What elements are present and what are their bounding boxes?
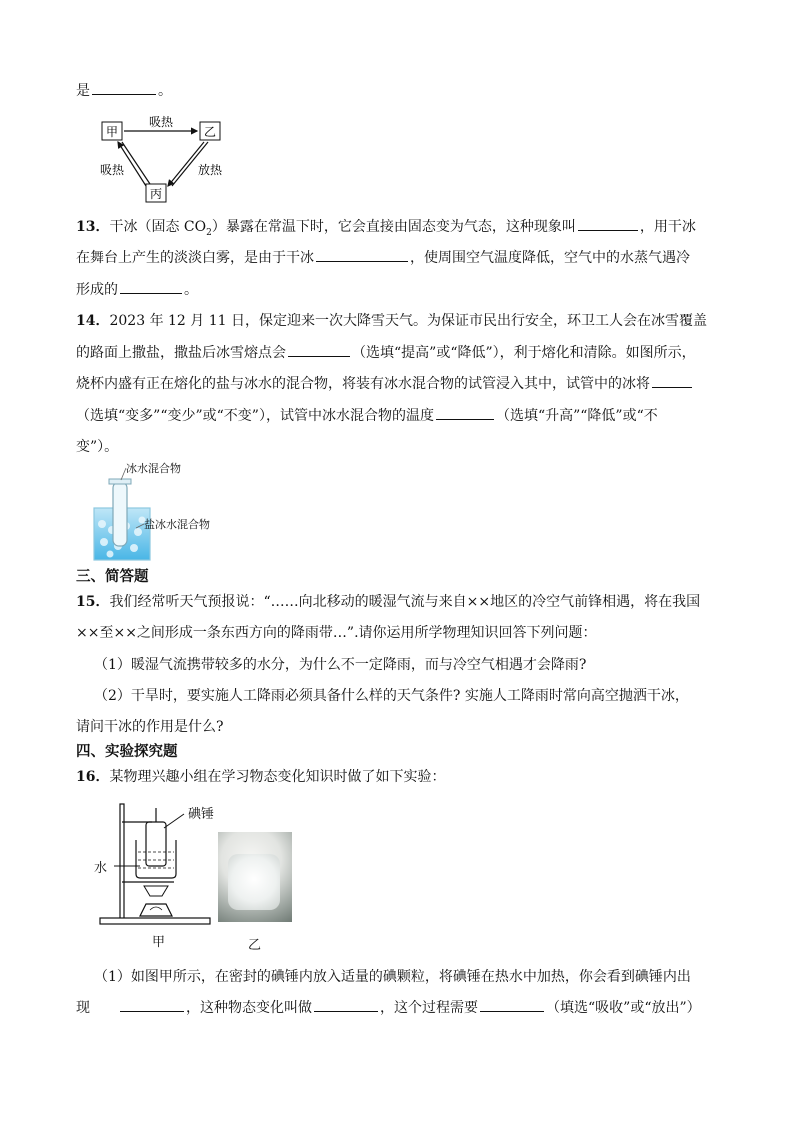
q14-text: （选填“升高”“降低”或“不 [495, 408, 658, 424]
answer-blank[interactable] [314, 997, 378, 1012]
q16-text: 某物理兴趣小组在学习物态变化知识时做了如下实验： [109, 769, 446, 785]
iodine-label: 碘锤 [188, 806, 215, 821]
q12-tail-line [76, 80, 172, 102]
node-c-label: 丙 [149, 187, 163, 201]
tube-label: 冰水混合物 [126, 462, 181, 475]
answer-blank[interactable] [480, 997, 544, 1012]
q14-text: 2023 年 12 月 11 日，保定迎来一次大降雪天气。为保证市民出行安全，环卫工人会在冰雪覆盖 [109, 313, 707, 329]
q13-text: ，用干冰 [639, 219, 696, 235]
state-cycle-diagram [98, 114, 228, 209]
iodine-hammer [146, 822, 166, 866]
test-tube-rim [109, 479, 131, 484]
section-3-title: 三、简答题 [76, 569, 149, 585]
q16-number: 16． [76, 769, 110, 785]
q15-line-2 [76, 622, 597, 644]
q15-text: ××至××之间形成一条东西方向的降雨带…”.请你运用所学物理知识回答下列问题： [76, 625, 597, 641]
photo-flask [228, 854, 280, 910]
gauze [144, 886, 168, 896]
q13-text: 形成的 [76, 282, 118, 298]
answer-blank[interactable] [436, 405, 494, 420]
q13-text: ，使周围空气温度降低，空气中的水蒸气遇冷 [410, 250, 690, 266]
q14-text: 烧杯内盛有正在熔化的盐与冰水的混合物，将装有冰水混合物的试管浸入其中，试管中的冰将 [76, 376, 650, 392]
left-arrow-label: 吸热 [99, 163, 125, 177]
q16-line-1 [76, 766, 445, 788]
q14-line-4 [76, 405, 658, 427]
q12-prefix: 是 [76, 83, 90, 99]
answer-blank[interactable] [288, 342, 350, 357]
q13-text: ）暴露在常温下时，它会直接由固态变为气态，这种现象叫 [211, 219, 576, 235]
q15-part-2: （2）干旱时，要实施人工降雨必须具备什么样的天气条件? 实施人工降雨时常向高空抛洒干冰， [94, 688, 689, 704]
q16-text: （填选“吸收”或“放出”） [546, 1000, 701, 1016]
iodine-apparatus-figure [92, 800, 222, 950]
q16-text: 现 [76, 1000, 90, 1016]
top-arrow-label: 吸热 [148, 115, 174, 129]
q16-text: ，这种物态变化叫做 [186, 1000, 312, 1016]
q13-line-1 [76, 216, 696, 244]
alcohol-lamp [140, 904, 172, 916]
figure-caption-b: 乙 [248, 938, 262, 953]
q14-line-2 [76, 342, 696, 364]
section-4-title: 四、实验探究题 [76, 744, 178, 760]
q13-subscript: 2 [206, 227, 212, 238]
q13-line-3 [76, 279, 198, 301]
stand-base [100, 918, 210, 924]
q13-number: 13． [76, 219, 110, 235]
q15-line-1 [76, 591, 700, 613]
answer-blank[interactable] [120, 279, 182, 294]
q14-line-3 [76, 373, 694, 395]
q15-text: 我们经常听天气预报说：“……向北移动的暖湿气流与来自××地区的冷空气前锋相遇，将在我国 [109, 594, 701, 610]
answer-blank[interactable] [316, 247, 408, 262]
q16-part-1-line-2 [76, 997, 701, 1019]
q15-part-2-cont: 请问干冰的作用是什么? [76, 719, 224, 735]
salt-ice-beaker-figure [90, 460, 230, 565]
q13-text: 在舞台上产生的淡淡白雾，是由于干冰 [76, 250, 314, 266]
answer-blank[interactable] [578, 216, 638, 231]
q14-number: 14． [76, 313, 110, 329]
water-label: 水 [94, 860, 108, 875]
q15-part-1: （1）暖湿气流携带较多的水分，为什么不一定降雨，而与冷空气相遇才会降雨? [94, 657, 587, 673]
q14-line-5 [76, 436, 118, 458]
q14-line-1 [76, 310, 707, 332]
beaker-label: 盐冰水混合物 [144, 518, 210, 531]
q16-part-1-line-1: （1）如图甲所示，在密封的碘锤内放入适量的碘颗粒，将碘锤在热水中加热，你会看到碘锤内出 [94, 969, 691, 985]
test-tube [113, 482, 127, 546]
answer-blank[interactable] [92, 80, 156, 95]
q14-text: （选填“提高”或“降低”），利于熔化和清除。如图所示， [352, 345, 696, 361]
q14-text: 的路面上撒盐，撒盐后冰雪熔点会 [76, 345, 286, 361]
arrow-c-to-a-2 [122, 142, 150, 184]
q14-text: 变”）。 [76, 439, 119, 455]
q16-text: ，这个过程需要 [380, 1000, 478, 1016]
iodine-leader-line [164, 814, 184, 828]
node-a-label: 甲 [105, 125, 119, 139]
q15-number: 15． [76, 594, 110, 610]
figure-caption-a: 甲 [152, 935, 166, 950]
beaker-outline [136, 840, 176, 878]
right-arrow-label: 放热 [197, 163, 223, 177]
node-b-label: 乙 [203, 125, 217, 139]
q14-text: （选填“变多”“变少”或“不变”），试管中冰水混合物的温度 [76, 408, 434, 424]
q13-text: 。 [184, 282, 198, 298]
q12-suffix: 。 [158, 83, 172, 99]
q13-line-2 [76, 247, 690, 269]
iodine-photo [218, 832, 292, 922]
q13-text: 干冰（固态 CO [109, 219, 207, 235]
answer-blank[interactable] [120, 997, 184, 1012]
answer-blank[interactable] [652, 373, 692, 388]
